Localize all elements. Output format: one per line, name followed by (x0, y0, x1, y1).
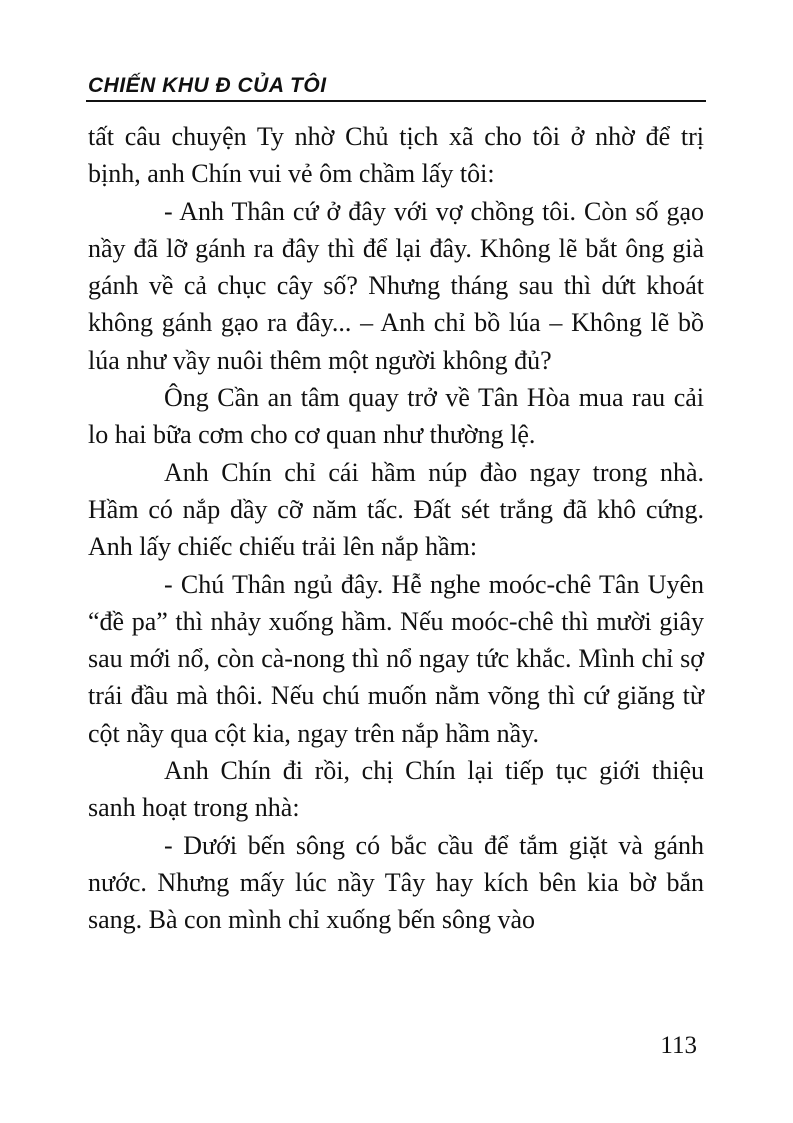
paragraph-ham-nup: Anh Chín chỉ cái hầm núp đào ngay trong nhà. Hầm có nắp dầy cỡ năm tấc. Đất sét trắng đã khô cứng. Anh lấy chiếc chiếu trải lên nắp hầm: (88, 457, 704, 562)
paragraph-continuation: tất câu chuyện Ty nhờ Chủ tịch xã cho tôi ở nhờ để trị bịnh, anh Chín vui vẻ ôm chầm lấy tôi: (88, 122, 704, 189)
paragraph-chi-chin: Anh Chín đi rồi, chị Chín lại tiếp tục giới thiệu sanh hoạt trong nhà: (88, 756, 704, 823)
paragraph-ong-can: Ông Cần an tâm quay trở về Tân Hòa mua rau cải lo hai bữa cơm cho cơ quan như thường lệ. (88, 383, 704, 450)
paragraph-dialogue-chin-1: - Anh Thân cứ ở đây với vợ chồng tôi. Còn số gạo nầy đã lỡ gánh ra đây thì để lại đây. Không lẽ bắt ông già gánh về cả chục cây số? Nhưng tháng sau thì dứt khoát không gánh gạo ra đây... – Anh chỉ bồ lúa – Không lẽ bồ lúa như vầy nuôi thêm một người không đủ? (88, 196, 704, 375)
paragraph-dialogue-chin-2: - Chú Thân ngủ đây. Hễ nghe moóc-chê Tân Uyên “đề pa” thì nhảy xuống hầm. Nếu moóc-chê thì mười giây sau mới nổ, còn cà-nong thì nổ ngay tức khắc. Mình chỉ sợ trái đầu mà thôi. Nếu chú muốn nằm võng thì cứ giăng từ cột nầy qua cột kia, ngay trên nắp hầm nầy. (88, 569, 704, 748)
paragraph-dialogue-chi-chin: - Dưới bến sông có bắc cầu để tắm giặt và gánh nước. Nhưng mấy lúc nầy Tây hay kích bên kia bờ bắn sang. Bà con mình chỉ xuống bến sông vào (88, 830, 704, 935)
header-divider (86, 100, 706, 102)
page-body (88, 118, 704, 939)
page-number: 113 (660, 1032, 697, 1059)
running-header-title: CHIẾN KHU Đ CỦA TÔI (88, 74, 327, 97)
